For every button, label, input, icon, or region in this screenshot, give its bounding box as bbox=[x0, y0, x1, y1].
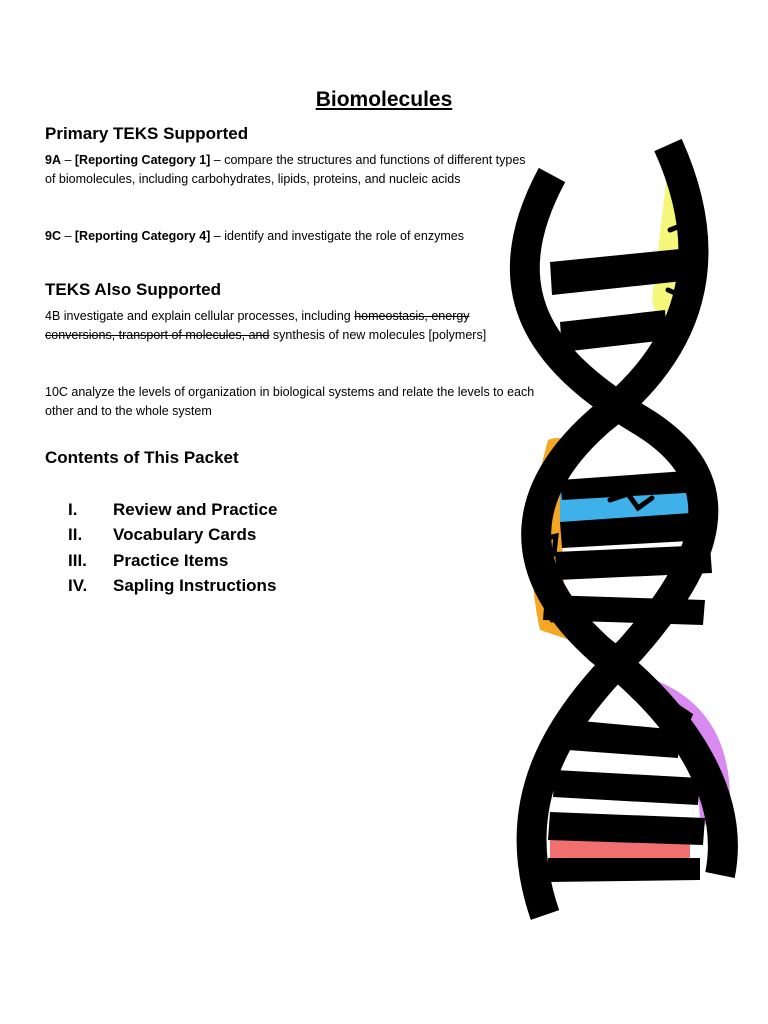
dna-helix-illustration bbox=[500, 130, 750, 930]
teks-code: 9C bbox=[45, 229, 61, 243]
reporting-category: [Reporting Category 4] bbox=[74, 229, 211, 243]
struck-text: homeostasis, energy conversions, transport of molecules, and bbox=[45, 309, 470, 342]
item-number: II. bbox=[68, 525, 83, 545]
list-item bbox=[68, 548, 277, 574]
item-label: Review and Practice bbox=[113, 499, 278, 519]
list-item bbox=[68, 497, 277, 523]
list-item bbox=[68, 574, 277, 600]
primary-teks-heading: Primary TEKS Supported bbox=[45, 124, 249, 143]
teks-9a bbox=[45, 151, 535, 189]
document-title: Biomolecules bbox=[315, 88, 453, 111]
contents-list bbox=[68, 497, 277, 599]
teks-4b bbox=[45, 307, 535, 345]
teks-4b-tail: synthesis of new molecules [polymers] bbox=[269, 328, 487, 342]
dash: – bbox=[60, 153, 75, 167]
list-item bbox=[68, 523, 277, 549]
reporting-category: [Reporting Category 1] bbox=[74, 153, 211, 167]
item-label: Vocabulary Cards bbox=[113, 525, 257, 545]
dash: – bbox=[60, 229, 75, 243]
teks-description: – identify and investigate the role of enzymes bbox=[210, 229, 464, 243]
teks-4b-lead: 4B investigate and explain cellular processes, including bbox=[45, 309, 355, 323]
also-teks-heading: TEKS Also Supported bbox=[45, 280, 221, 299]
item-label: Practice Items bbox=[113, 550, 229, 570]
contents-heading: Contents of This Packet bbox=[45, 448, 239, 467]
item-number: I. bbox=[68, 499, 78, 519]
teks-10c: 10C analyze the levels of organization in biological systems and relate the levels to each other and to the whole system bbox=[45, 385, 535, 418]
teks-description: – compare the structures and functions of different types of biomolecules, including carbohydrates, lipids, proteins, and nucleic acids bbox=[45, 153, 526, 186]
item-label: Sapling Instructions bbox=[113, 576, 277, 596]
item-number: III. bbox=[68, 550, 87, 570]
item-number: IV. bbox=[68, 576, 88, 596]
teks-code: 9A bbox=[45, 153, 61, 167]
teks-9c bbox=[45, 227, 535, 246]
